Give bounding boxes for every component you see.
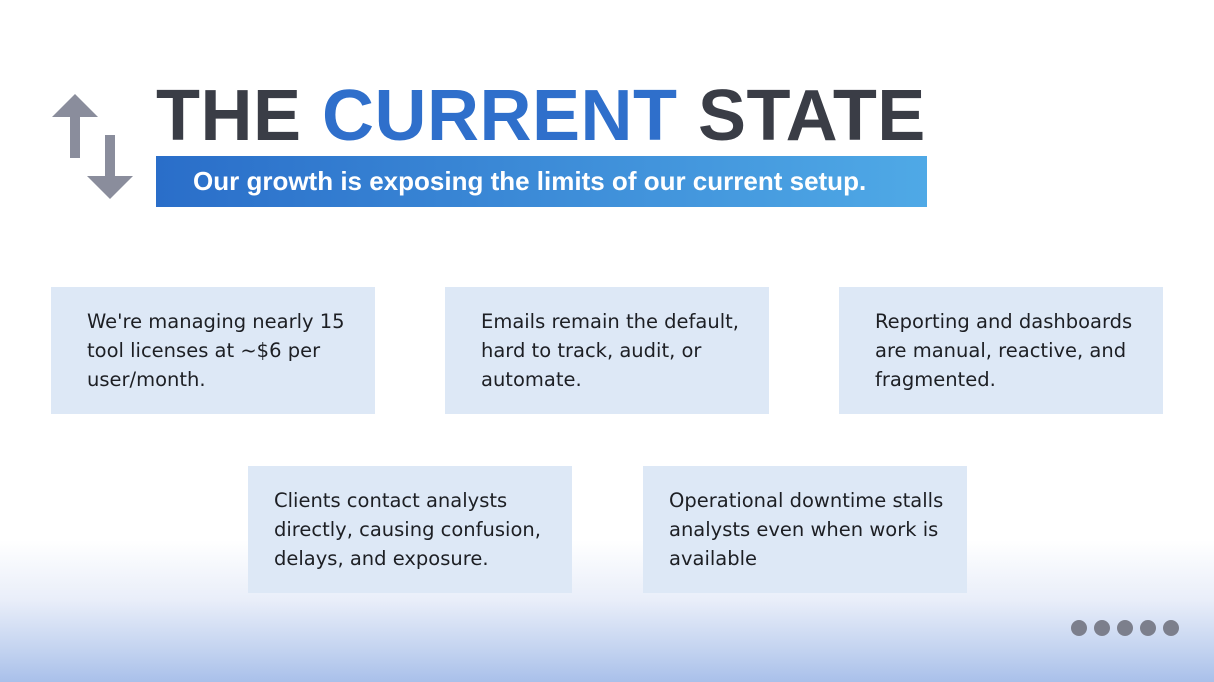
card-text: Clients contact analysts directly, causing confusion, delays, and exposure.	[274, 489, 541, 570]
card-downtime	[643, 466, 967, 593]
title-part-2: STATE	[677, 76, 926, 156]
title-accent: CURRENT	[322, 76, 678, 156]
card-text: Reporting and dashboards are manual, reactive, and fragmented.	[875, 310, 1133, 391]
card-reporting	[839, 287, 1163, 414]
pagination-dot[interactable]	[1163, 620, 1179, 636]
title-part-1: THE	[156, 76, 323, 156]
subtitle-text: Our growth is exposing the limits of our current setup.	[193, 166, 867, 196]
pagination-dot[interactable]	[1140, 620, 1156, 636]
pagination-dot[interactable]	[1117, 620, 1133, 636]
up-down-arrows-icon	[50, 92, 136, 202]
pagination-dots	[1071, 620, 1179, 636]
card-text: Emails remain the default, hard to track, audit, or automate.	[481, 310, 739, 391]
card-emails	[445, 287, 769, 414]
pagination-dot[interactable]	[1094, 620, 1110, 636]
card-client-contact	[248, 466, 572, 593]
card-text: Operational downtime stalls analysts even when work is available	[669, 489, 944, 570]
card-text: We're managing nearly 15 tool licenses at ~$6 per user/month.	[87, 310, 345, 391]
subtitle-banner	[156, 156, 927, 207]
page-title	[156, 74, 926, 158]
pagination-dot[interactable]	[1071, 620, 1087, 636]
card-tool-licenses	[51, 287, 375, 414]
